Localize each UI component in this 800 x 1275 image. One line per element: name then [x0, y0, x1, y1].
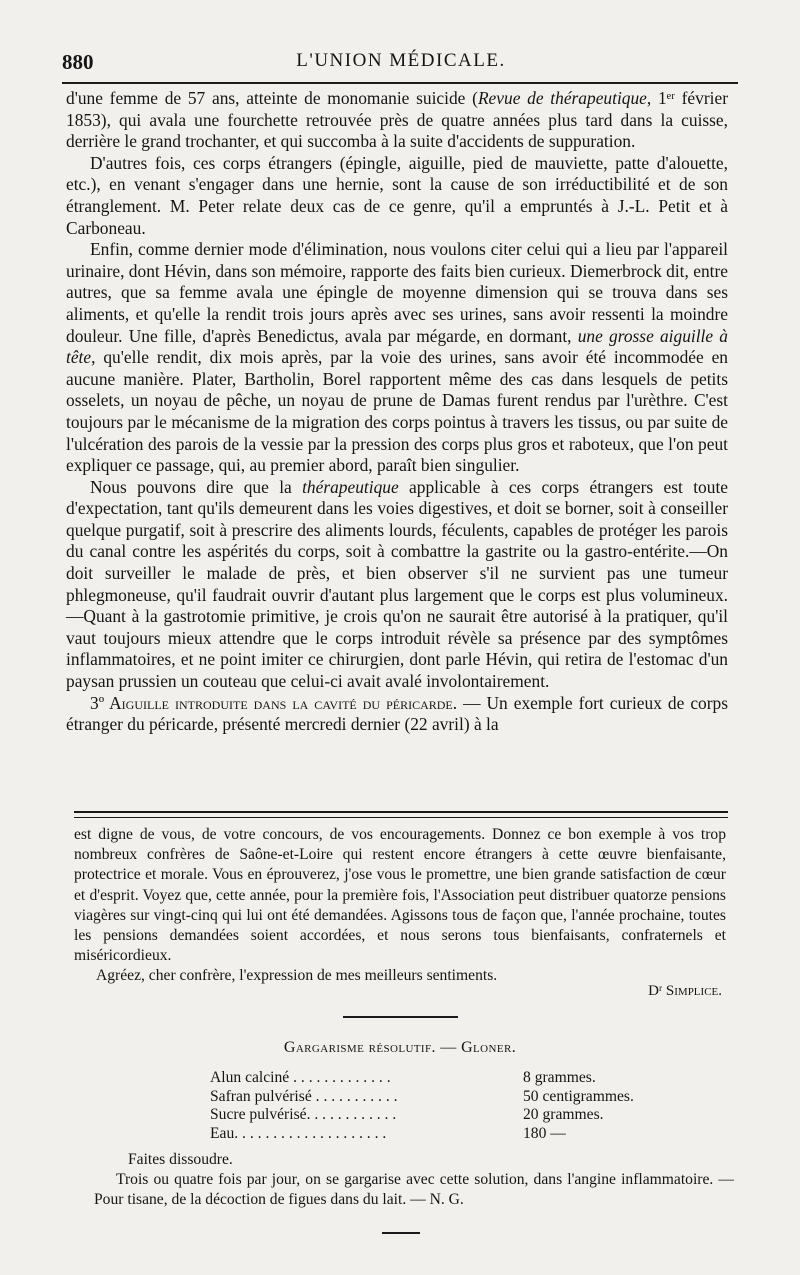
dot-leader: . . . . . . . . . . . .	[306, 1106, 397, 1123]
ingredient-name: Sucre pulvérisé	[210, 1106, 307, 1123]
dot-leader: . . . . . . . . . . . . . . . . . . . .	[234, 1124, 387, 1142]
running-title: L'UNION MÉDICALE.	[296, 50, 506, 71]
ingredient-quantity: 50 centigrammes.	[523, 1087, 634, 1105]
letter-paragraph: est digne de vous, de votre concours, de vos encouragements. Donnez ce bon exemple à vos trop nombreux confrères de Saône-et-Loire qui restent encore étrangers à cette œuvre bienfaisante, protectrice et morale. Vous en éprouverez, j'ose vous le promettre, une bien grande satisfaction de cœur et d'esprit. Voyez que, cette année, pour la première fois, l'Association peut distribuer quatorze pensions viagères sur vingt-cinq qui lui ont été demandées. Agissons tous de façon que, l'année prochaine, toutes les pensions demandées soient accordées, et nous serons tous bienfaisants, confraternels et miséricordieux.	[74, 826, 726, 965]
letter-closing: Agréez, cher confrère, l'expression de mes meilleurs sentiments.	[96, 967, 498, 985]
section-heading-pericarde: 3º Aiguille introduite dans la cavité du péricarde.	[90, 692, 458, 713]
letter-signature: Dʳ Simplice.	[648, 983, 722, 999]
short-divider	[343, 1016, 458, 1018]
end-rule	[382, 1232, 420, 1234]
section-divider	[74, 811, 728, 818]
paragraph-pericarde: 3º Aiguille introduite dans la cavité du péricarde. — Un exemple fort curieux de corps étranger du péricarde, présenté mercredi dernier (22 avril) à la	[66, 692, 728, 735]
paragraph-appareil-urinaire: Enfin, comme dernier mode d'élimination, nous voulons citer celui qui a lieu par l'appareil urinaire, dont Hévin, dans son mémoire, rapporte des faits bien curieux. Diemerbrock dit, entre autres, que sa femme avala une épingle de moyenne dimension qui se trouva dans ses aliments, et qu'elle la rendit trois jours après avec ses urines, sans avoir ressenti la moindre douleur. Une fille, d'après Benedictus, avala par mégarde, en dormant, une grosse aiguille à tête, qu'elle rendit, dix mois après, par la voie des urines, sans avoir été incommodée en aucune manière. Plater, Bartholin, Borel rapportent même des cas dans lesquels de petits osselets, un noyau de pêche, un noyau de prune de Damas furent rendus par l'urèthre. C'est toujours par le mécanisme de la migration des corps pointus à travers les tissus, ou par suite de l'ulcération des parois de la vessie par la pression des corps plus gros et raboteux, que l'on peut expliquer ce passage, qui, au premier abord, paraît bien singulier.	[66, 239, 728, 476]
page-number: 880	[62, 50, 94, 74]
ingredient-row	[210, 1069, 630, 1088]
ingredient-quantity: 20 grammes.	[523, 1106, 604, 1123]
letter-section	[74, 825, 726, 987]
paragraph-fourchette: d'une femme de 57 ans, atteinte de monomanie suicide (Revue de thérapeutique, 1ᵉʳ février 1853), qui avala une fourchette retrouvée près de quatre années plus tard dans la cuisse, derrière le grand trochanter, et qui succomba à la suite d'accidents de suppuration.	[66, 88, 728, 152]
recipe-note-paragraph: Trois ou quatre fois par jour, on se gargarise avec cette solution, dans l'angine inflammatoire. — Pour tisane, de la décoction de figues dans du lait. — N. G.	[94, 1171, 734, 1209]
journal-reference: Revue de thérapeutique	[477, 88, 647, 108]
ingredient-name: Alun calciné	[210, 1069, 290, 1086]
paragraph-hernie: D'autres fois, ces corps étrangers (épingle, aiguille, pied de mauviette, patte d'alouette, etc.), en venant s'engager dans une hernie, sont la cause de son irréductibilité et de son étranglement. M. Peter relate deux cas de ce genre, qu'il a empruntés à J.-L. Petit et à Carboneau.	[66, 152, 728, 238]
header-rule	[62, 82, 738, 84]
article-body	[66, 88, 728, 736]
running-header	[62, 48, 740, 78]
recipe-title: Gargarisme résolutif. — Gloner.	[283, 1039, 517, 1056]
paragraph-therapeutique: Nous pouvons dire que la thérapeutique applicable à ces corps étrangers est toute d'expectation, tant qu'ils demeurent dans les voies digestives, et doit se borner, soit à conseiller quelque purgatif, soit à prescrire des aliments lourds, féculents, capables de protéger les parois du canal contre les aspérités du corps, soit à combattre la gastrite ou la gastro-entérite.—On doit surveiller le malade de près, et bien observer s'il ne survient pas une tumeur phlegmoneuse, qu'il faudrait ouvrir d'autant plus largement que le corps est plus volumineux.—Quant à la gastrotomie primitive, je crois qu'on ne saurait être autorisé à la pratiquer, qu'il vaut toujours mieux attendre que le corps introduit révèle sa présence par des symptômes inflammatoires, et ne point imiter ce chirurgien, dont parle Hévin, qui retira de l'estomac d'un paysan prussien un couteau que celui-ci avait avalé involontairement.	[66, 476, 728, 692]
ingredient-row	[210, 1125, 630, 1144]
emphasis-therapeutique: thérapeutique	[302, 476, 399, 497]
ingredient-row	[210, 1087, 634, 1107]
recipe-ingredients	[210, 1069, 634, 1143]
ingredient-name: Safran pulvérisé	[210, 1087, 312, 1105]
ingredient-quantity: 180 —	[523, 1124, 566, 1142]
ingredient-quantity: 8 grammes.	[523, 1069, 596, 1086]
ingredient-name: Eau	[210, 1124, 235, 1142]
recipe-instruction: Faites dissoudre.	[128, 1151, 233, 1168]
dot-leader: . . . . . . . . . . .	[311, 1087, 398, 1105]
ingredient-row	[210, 1106, 630, 1125]
emphasis-aiguille: une grosse aiguille à tête	[66, 325, 728, 368]
dot-leader: . . . . . . . . . . . . .	[289, 1069, 391, 1086]
recipe-notes	[94, 1170, 734, 1210]
